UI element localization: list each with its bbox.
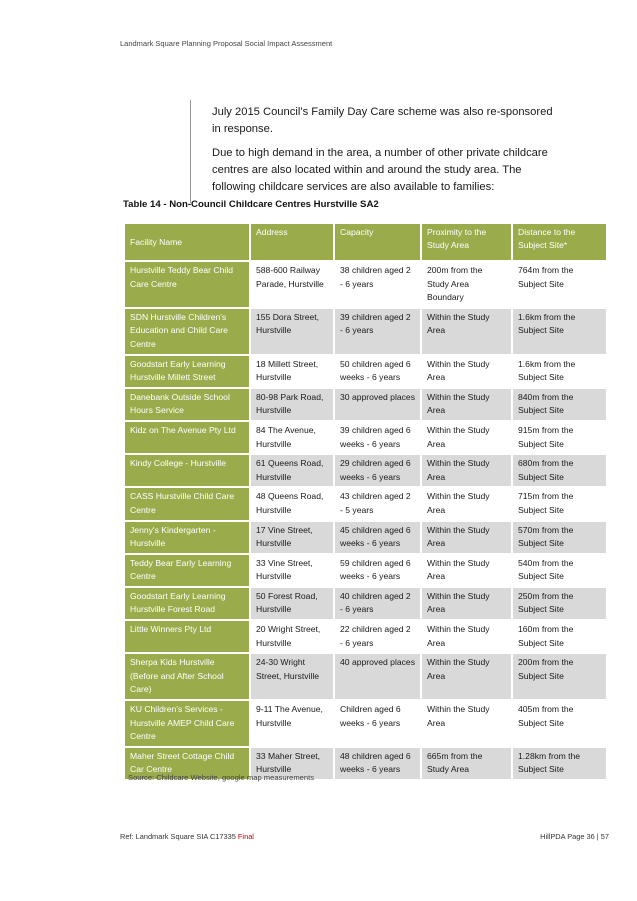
capacity-cell: Children aged 6 weeks - 6 years <box>335 701 420 746</box>
header-cell: Capacity <box>335 224 420 260</box>
table-caption: Table 14 - Non-Council Childcare Centres Hurstville SA2 <box>123 199 379 210</box>
footer-page-number: HillPDA Page 36 | 57 <box>540 832 609 841</box>
body-paragraph-1: July 2015 Council’s Family Day Care scheme was also re-sponsored in response. <box>212 106 553 135</box>
header-cell: Distance to the Subject Site* <box>513 224 606 260</box>
distance-cell: 680m from the Subject Site <box>513 455 606 486</box>
capacity-cell: 29 children aged 6 weeks - 6 years <box>335 455 420 486</box>
facility-name-cell: Goodstart Early Learning Hurstville Forest Road <box>125 588 249 619</box>
address-cell: 61 Queens Road, Hurstville <box>251 455 333 486</box>
table-row <box>125 262 606 307</box>
header-cell: Facility Name <box>125 224 249 260</box>
proximity-cell: Within the Study Area <box>422 309 511 354</box>
capacity-cell: 48 children aged 6 weeks - 6 years <box>335 748 420 779</box>
distance-cell: 250m from the Subject Site <box>513 588 606 619</box>
address-cell: 24-30 Wright Street, Hurstville <box>251 654 333 699</box>
footer-reference <box>120 832 254 841</box>
table-row <box>125 654 606 699</box>
proximity-cell: Within the Study Area <box>422 356 511 387</box>
proximity-cell: 200m from the Study Area Boundary <box>422 262 511 307</box>
proximity-cell: Within the Study Area <box>422 654 511 699</box>
facility-name-cell: Goodstart Early Learning Hurstville Millett Street <box>125 356 249 387</box>
capacity-cell: 39 children aged 2 - 6 years <box>335 309 420 354</box>
distance-cell: 1.28km from the Subject Site <box>513 748 606 779</box>
footer-status: Final <box>237 832 254 841</box>
capacity-cell: 59 children aged 6 weeks - 6 years <box>335 555 420 586</box>
proximity-cell: Within the Study Area <box>422 588 511 619</box>
childcare-table <box>123 222 608 781</box>
address-cell: 155 Dora Street, Hurstville <box>251 309 333 354</box>
address-cell: 17 Vine Street, Hurstville <box>251 522 333 553</box>
address-cell: 80-98 Park Road, Hurstville <box>251 389 333 420</box>
table-row <box>125 555 606 586</box>
distance-cell: 405m from the Subject Site <box>513 701 606 746</box>
address-cell: 33 Maher Street, Hurstville <box>251 748 333 779</box>
proximity-cell: Within the Study Area <box>422 455 511 486</box>
proximity-cell: Within the Study Area <box>422 522 511 553</box>
distance-cell: 540m from the Subject Site <box>513 555 606 586</box>
proximity-cell: Within the Study Area <box>422 555 511 586</box>
address-cell: 588-600 Railway Parade, Hurstville <box>251 262 333 307</box>
header-cell: Address <box>251 224 333 260</box>
body-paragraph-2: Due to high demand in the area, a number of other private childcare centres are also located within and around the study area. The following childcare services are also available to families: <box>212 147 548 193</box>
distance-cell: 715m from the Subject Site <box>513 488 606 519</box>
table-row <box>125 522 606 553</box>
distance-cell: 764m from the Subject Site <box>513 262 606 307</box>
table-header-row <box>125 224 606 260</box>
proximity-cell: 665m from the Study Area <box>422 748 511 779</box>
capacity-cell: 50 children aged 6 weeks - 6 years <box>335 356 420 387</box>
address-cell: 50 Forest Road, Hurstville <box>251 588 333 619</box>
header-cell: Proximity to the Study Area <box>422 224 511 260</box>
distance-cell: 840m from the Subject Site <box>513 389 606 420</box>
capacity-cell: 40 children aged 2 - 6 years <box>335 588 420 619</box>
table-row <box>125 389 606 420</box>
proximity-cell: Within the Study Area <box>422 621 511 652</box>
distance-cell: 200m from the Subject Site <box>513 654 606 699</box>
table-row <box>125 356 606 387</box>
proximity-cell: Within the Study Area <box>422 701 511 746</box>
capacity-cell: 43 children aged 2 - 5 years <box>335 488 420 519</box>
proximity-cell: Within the Study Area <box>422 422 511 453</box>
address-cell: 18 Millett Street, Hurstville <box>251 356 333 387</box>
address-cell: 33 Vine Street, Hurstville <box>251 555 333 586</box>
address-cell: 20 Wright Street, Hurstville <box>251 621 333 652</box>
table-row <box>125 422 606 453</box>
distance-cell: 1.6km from the Subject Site <box>513 309 606 354</box>
capacity-cell: 45 children aged 6 weeks - 6 years <box>335 522 420 553</box>
facility-name-cell: Teddy Bear Early Learning Centre <box>125 555 249 586</box>
facility-name-cell: Hurstville Teddy Bear Child Care Centre <box>125 262 249 307</box>
distance-cell: 1.6km from the Subject Site <box>513 356 606 387</box>
address-cell: 48 Queens Road, Hurstville <box>251 488 333 519</box>
table-row <box>125 309 606 354</box>
proximity-cell: Within the Study Area <box>422 488 511 519</box>
facility-name-cell: KU Children's Services - Hurstville AMEP Child Care Centre <box>125 701 249 746</box>
capacity-cell: 38 children aged 2 - 6 years <box>335 262 420 307</box>
address-cell: 84 The Avenue, Hurstville <box>251 422 333 453</box>
table-row <box>125 455 606 486</box>
facility-name-cell: Maher Street Cottage Child Car Centre <box>125 748 249 779</box>
distance-cell: 570m from the Subject Site <box>513 522 606 553</box>
facility-name-cell: Jenny's Kindergarten - Hurstville <box>125 522 249 553</box>
distance-cell: 160m from the Subject Site <box>513 621 606 652</box>
facility-name-cell: Kindy College - Hurstville <box>125 455 249 486</box>
distance-cell: 915m from the Subject Site <box>513 422 606 453</box>
proximity-cell: Within the Study Area <box>422 389 511 420</box>
capacity-cell: 30 approved places <box>335 389 420 420</box>
table-source: Source: Childcare Website, google map measurements <box>128 773 314 782</box>
facility-name-cell: CASS Hurstville Child Care Centre <box>125 488 249 519</box>
facility-name-cell: Sherpa Kids Hurstville (Before and After School Care) <box>125 654 249 699</box>
footer-ref-text: Ref: Landmark Square SIA C17335 <box>120 832 238 841</box>
facility-name-cell: Kidz on The Avenue Pty Ltd <box>125 422 249 453</box>
facility-name-cell: Danebank Outside School Hours Service <box>125 389 249 420</box>
facility-name-cell: Little Winners Pty Ltd <box>125 621 249 652</box>
table-row <box>125 701 606 746</box>
document-header: Landmark Square Planning Proposal Social Impact Assessment <box>120 39 333 48</box>
table-row <box>125 488 606 519</box>
capacity-cell: 22 children aged 2 - 6 years <box>335 621 420 652</box>
table-row <box>125 621 606 652</box>
table-row <box>125 588 606 619</box>
capacity-cell: 40 approved places <box>335 654 420 699</box>
facility-name-cell: SDN Hurstville Children's Education and Child Care Centre <box>125 309 249 354</box>
capacity-cell: 39 children aged 6 weeks - 6 years <box>335 422 420 453</box>
address-cell: 9-11 The Avenue, Hurstville <box>251 701 333 746</box>
margin-rule <box>190 100 191 203</box>
